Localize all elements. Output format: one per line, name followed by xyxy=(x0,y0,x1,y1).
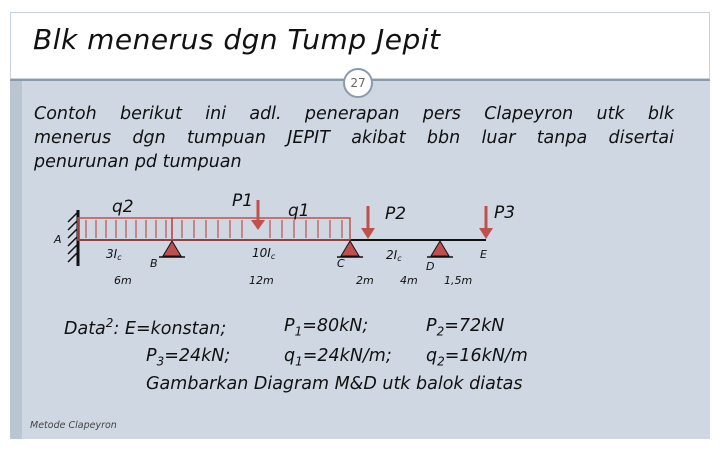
slide-title: Blk menerus dgn Tump Jepit xyxy=(33,23,441,56)
data-p3: $P_3=24kN$; xyxy=(146,346,231,369)
data-q1: $q_1=24kN/m$; xyxy=(284,346,392,369)
point-load-p2 xyxy=(361,206,375,239)
intro-line-2: menerus dgn tumpuan JEPIT akibat bbn luar tanpa disertai xyxy=(34,128,674,148)
support-d xyxy=(427,241,453,257)
label-span-bc: 12m xyxy=(249,274,274,287)
label-span-p2-d: 4m xyxy=(400,274,418,287)
slide-number: 27 xyxy=(343,68,373,98)
data-p2: $P_2=72kN$ xyxy=(426,316,505,339)
data-e: E=konstan; xyxy=(124,318,227,339)
label-q1: q1 xyxy=(288,201,310,221)
intro-line-1: Contoh berikut ini adl. penerapan pers Clapeyron utk blk xyxy=(34,104,674,124)
data-q2: $q_2=16kN/m$ xyxy=(426,346,528,369)
label-span-de: 1,5m xyxy=(444,274,473,287)
data-label: Data xyxy=(64,318,106,339)
point-load-p1 xyxy=(251,200,265,230)
fixed-support-a xyxy=(68,210,78,266)
point-load-p3 xyxy=(479,206,493,239)
label-p1: P1 xyxy=(232,191,254,211)
data-row-1: Data$^2$: E=konstan; xyxy=(64,316,227,339)
support-b xyxy=(159,241,185,257)
distributed-load-q2 xyxy=(78,218,172,240)
support-c xyxy=(337,241,363,257)
label-p3: P3 xyxy=(494,203,516,223)
label-support-d: D xyxy=(426,260,435,273)
data-superscript: 2 xyxy=(105,316,114,330)
label-q2: q2 xyxy=(112,197,134,217)
label-support-e: E xyxy=(480,248,487,261)
intro-line-3: penurunan pd tumpuan xyxy=(34,152,242,172)
footer-text: Metode Clapeyron xyxy=(30,420,117,431)
label-stiffness-cd: 2Ic xyxy=(386,248,402,263)
label-span-c-p2: 2m xyxy=(356,274,374,287)
label-stiffness-ab: 3Ic xyxy=(106,247,122,262)
label-stiffness-bc: 10Ic xyxy=(252,246,276,261)
label-support-c: C xyxy=(337,257,345,270)
label-support-a: A xyxy=(54,233,62,246)
label-support-b: B xyxy=(150,257,158,270)
label-p2: P2 xyxy=(385,204,407,224)
data-instruction: Gambarkan Diagram M&D utk balok diatas xyxy=(146,374,523,394)
data-p1: $P_1=80kN$; xyxy=(284,316,369,339)
label-span-ab: 6m xyxy=(114,274,132,287)
